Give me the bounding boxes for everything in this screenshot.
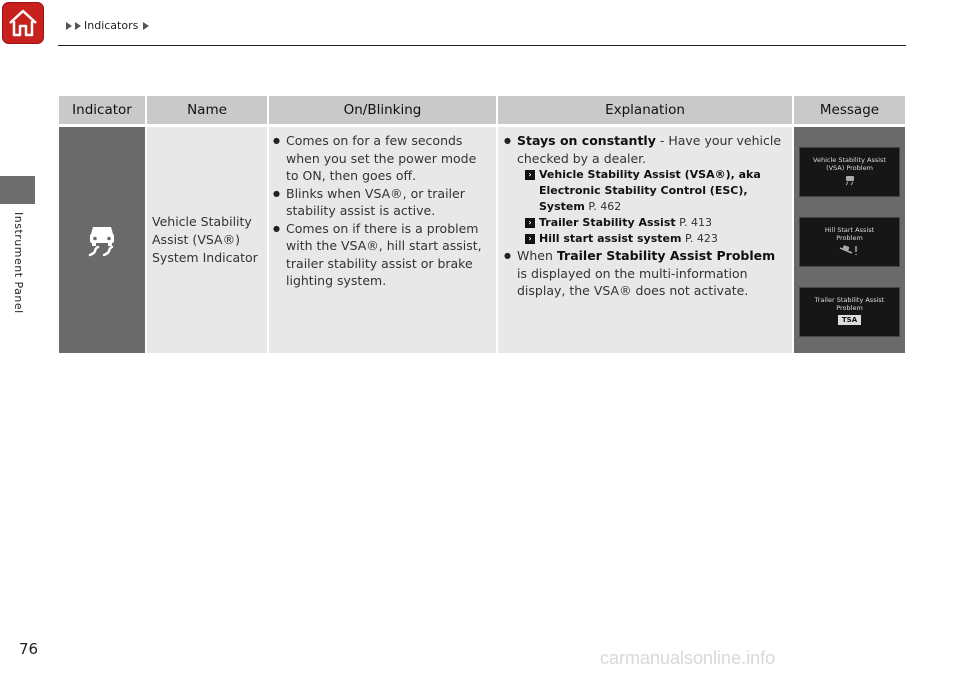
section-label: Instrument Panel — [12, 212, 25, 314]
hill-start-warning-icon — [838, 244, 862, 256]
name-line: Vehicle Stability — [152, 214, 252, 229]
ref-title: Hill start assist system — [539, 232, 682, 245]
name-line: System Indicator — [152, 250, 258, 265]
explanation-bold: Trailer Stability Assist Problem — [556, 248, 776, 263]
message-line: Vehicle Stability Assist — [813, 156, 886, 164]
ref-page: P. 413 — [679, 216, 713, 229]
on-blinking-item: ● Comes on for a few seconds when you set the power mode to ON, then goes off. — [272, 132, 492, 185]
cross-reference-arrow-icon: › — [525, 170, 535, 180]
message-line: Trailer Stability Assist — [814, 296, 885, 304]
explanation-cell — [498, 127, 792, 353]
breadcrumb-link-indicators[interactable]: Indicators — [84, 19, 139, 32]
indicator-cell — [59, 127, 145, 353]
col-header-explanation: Explanation — [498, 96, 792, 124]
explanation-item — [503, 247, 786, 300]
tsa-badge: TSA — [838, 315, 861, 325]
message-display-vsa — [799, 147, 900, 197]
col-header-message: Message — [794, 96, 905, 124]
message-line: Hill Start Assist — [824, 226, 875, 234]
col-header-name: Name — [147, 96, 267, 124]
message-cell — [794, 127, 905, 353]
cross-reference-vsa[interactable] — [503, 167, 786, 215]
message-display-trailer — [799, 287, 900, 337]
explanation-item — [503, 132, 786, 167]
explanation-text: - Have your vehicle checked by a dealer. — [517, 133, 782, 166]
home-icon — [7, 7, 39, 39]
cross-reference-arrow-icon: › — [525, 234, 535, 244]
on-blinking-item: ● Comes on if there is a problem with the VSA®, hill start assist, trailer stability assist or brake lighting system. — [272, 220, 492, 290]
breadcrumb-arrow-icon — [66, 22, 72, 30]
message-line: Problem — [836, 234, 863, 242]
vsa-indicator-icon — [84, 222, 120, 258]
name-cell — [147, 127, 267, 353]
message-line: Problem — [836, 304, 863, 312]
header-rule — [58, 45, 906, 46]
ref-title: Trailer Stability Assist — [539, 216, 676, 229]
col-header-on-blinking: On/Blinking — [269, 96, 496, 124]
ref-page: P. 423 — [684, 232, 718, 245]
vsa-warning-icon — [844, 174, 856, 186]
cross-reference-hill-start[interactable] — [503, 231, 786, 247]
explanation-bold: Stays on constantly — [517, 133, 656, 148]
explanation-text: When — [517, 248, 557, 263]
name-line: Assist (VSA®) — [152, 232, 240, 247]
table-row — [59, 127, 907, 353]
breadcrumb — [66, 19, 150, 32]
home-button[interactable] — [2, 2, 44, 44]
explanation-text: is displayed on the multi-information display, the VSA® does not activate. — [517, 265, 749, 298]
ref-title: Vehicle Stability Assist (VSA®), aka Electronic Stability Control (ESC), System — [539, 168, 761, 213]
cross-reference-trailer[interactable] — [503, 215, 786, 231]
section-tab[interactable] — [0, 176, 35, 204]
breadcrumb-arrow-icon — [75, 22, 81, 30]
message-display-hill-start — [799, 217, 900, 267]
ref-page: P. 462 — [588, 200, 622, 213]
watermark: carmanualsonline.info — [600, 648, 776, 668]
table-header — [59, 96, 907, 124]
breadcrumb-arrow-icon — [143, 22, 149, 30]
message-line: (VSA) Problem — [826, 164, 873, 172]
cross-reference-arrow-icon: › — [525, 218, 535, 228]
col-header-indicator: Indicator — [59, 96, 145, 124]
on-blinking-item: ● Blinks when VSA®, or trailer stability assist is active. — [272, 185, 492, 220]
page-number: 76 — [19, 640, 39, 658]
on-blinking-cell — [269, 127, 496, 353]
indicator-table — [59, 96, 907, 353]
